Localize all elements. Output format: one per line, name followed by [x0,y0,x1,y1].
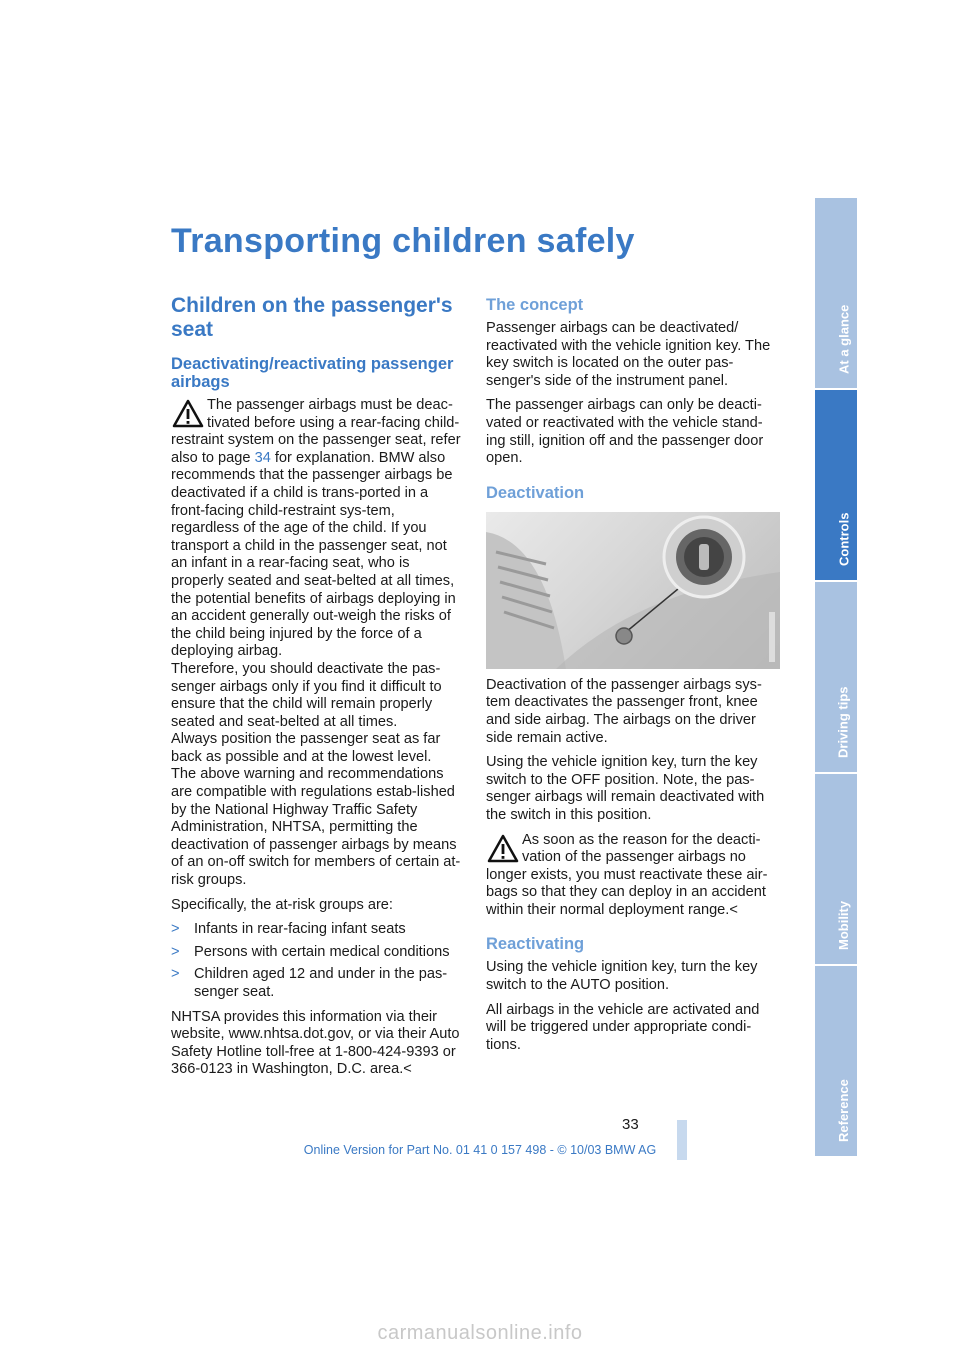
section-tabs [815,198,857,1158]
warning-triangle-icon [171,399,207,429]
tab-label: Reference [836,1079,851,1142]
bullet-mark: > [171,921,180,938]
key-switch-photo [486,512,780,669]
paragraph-reactivating-2: All airbags in the vehicle are activated and will be triggered under appropriate condi-tions. [486,1001,760,1053]
paragraph-therefore: Therefore, you should deactivate the pas-senger airbags only if you find it difficult to ensure that the child will remain properly seated and seat-belted at all times. [171,660,442,730]
paragraph-specifically: Specifically, the at-risk groups are: [171,896,393,913]
tab-label: Mobility [836,900,851,950]
warning-block-right [486,832,780,920]
tab-reference[interactable] [815,966,857,1158]
key-switch-illustration [486,512,780,669]
page-number: 33 [622,1116,639,1133]
bullet-mark: > [171,966,180,983]
tab-at-a-glance[interactable] [815,198,857,390]
watermark: carmanualsonline.info [377,1322,583,1344]
list-item: > Children aged 12 and under in the pas-senger seat. [171,966,448,1000]
heading-the-concept: The concept [486,296,584,314]
paragraph-always: Always position the passenger seat as far back as possible and at the lowest level. [171,731,441,765]
warning-first-line: The passenger airbags must be deac- [207,397,453,413]
warning-triangle-icon [486,834,522,864]
tab-mobility[interactable] [815,774,857,966]
tab-driving-tips[interactable] [815,582,857,774]
warning-text-b: for explanation. BMW also recommends that the passenger airbags be deactivated if a child is trans-ported in a front-facing child-restraint sys-tem, regardless of the age of the child. If you transport a child in the passenger seat, not an infant in a rear-facing seat, who is properly seated and seat-belted at all times, the potential benefits of airbags deploying in an accident generally out-weigh the risks of the child being injured by the force of a deploying airbag. [171,449,456,660]
paragraph-deactivation-1: Deactivation of the passenger airbags sys-tem deactivates the passenger front, knee and side airbag. The airbags on the driver side remain active. [486,676,762,746]
page-link-34[interactable]: 34 [254,449,271,466]
warning-first-line: As soon as the reason for the deacti- [522,831,761,848]
page-title: Transporting children safely [171,222,635,260]
paragraph-concept-1: Passenger airbags can be deactivated/ reactivated with the vehicle ignition key. The key switch is located on the outer pas-senger's side of the instrument panel. [486,320,771,389]
paragraph-concept-2: The passenger airbags can only be deacti-vated or reactivated with the vehicle stand-ing still, ignition off and the passenger door open. [486,397,764,467]
left-column [171,294,463,1086]
footer-text: Online Version for Part No. 01 41 0 157 498 - © 10/03 BMW AG [303,1143,657,1157]
warning-text-a: tivated before using a rear-facing child-restraint system on the passenger seat, refer also to page [171,414,461,466]
paragraph-above: The above warning and recommendations are compatible with regulations estab-lished by the National Highway Traffic Safety Administration, NHTSA, permitting the deactivation of passenger airbags by means of an on-off switch for members of certain at-risk groups. [171,766,461,889]
paragraph-reactivating-1: Using the vehicle ignition key, turn the key switch to the AUTO position. [486,959,758,994]
subheading-deactivating: Deactivating/reactivating passenger airbags [171,355,454,391]
list-item: > Infants in rear-facing infant seats [171,921,406,938]
warning-text: vation of the passenger airbags no longer exists, you must reactivate these air-bags so that they can deploy in an accident within their normal deployment range.< [486,849,768,918]
tab-label: At a glance [836,304,851,374]
heading-reactivating: Reactivating [486,935,585,954]
at-risk-list [171,921,463,1001]
list-item: > Persons with certain medical conditions [171,943,450,960]
tab-label: Controls [836,512,851,566]
section-heading-children: Children on the passenger's seat [171,294,453,341]
tab-controls[interactable] [815,390,857,582]
paragraph-nhtsa: NHTSA provides this information via their website, www.nhtsa.dot.gov, or via their Auto Safety Hotline toll-free at 1-800-424-9393 or 366-0123 in Washington, D.C. area.< [171,1008,460,1078]
paragraph-deactivation-2: Using the vehicle ignition key, turn the key switch to the OFF position. Note, the pas-senger airbags will remain deactivated with the switch in this position. [486,754,765,823]
warning-block-left [171,397,463,661]
bullet-mark: > [171,943,180,960]
tab-label: Driving tips [836,686,851,758]
heading-deactivation: Deactivation [486,483,585,502]
right-column [486,294,780,1061]
